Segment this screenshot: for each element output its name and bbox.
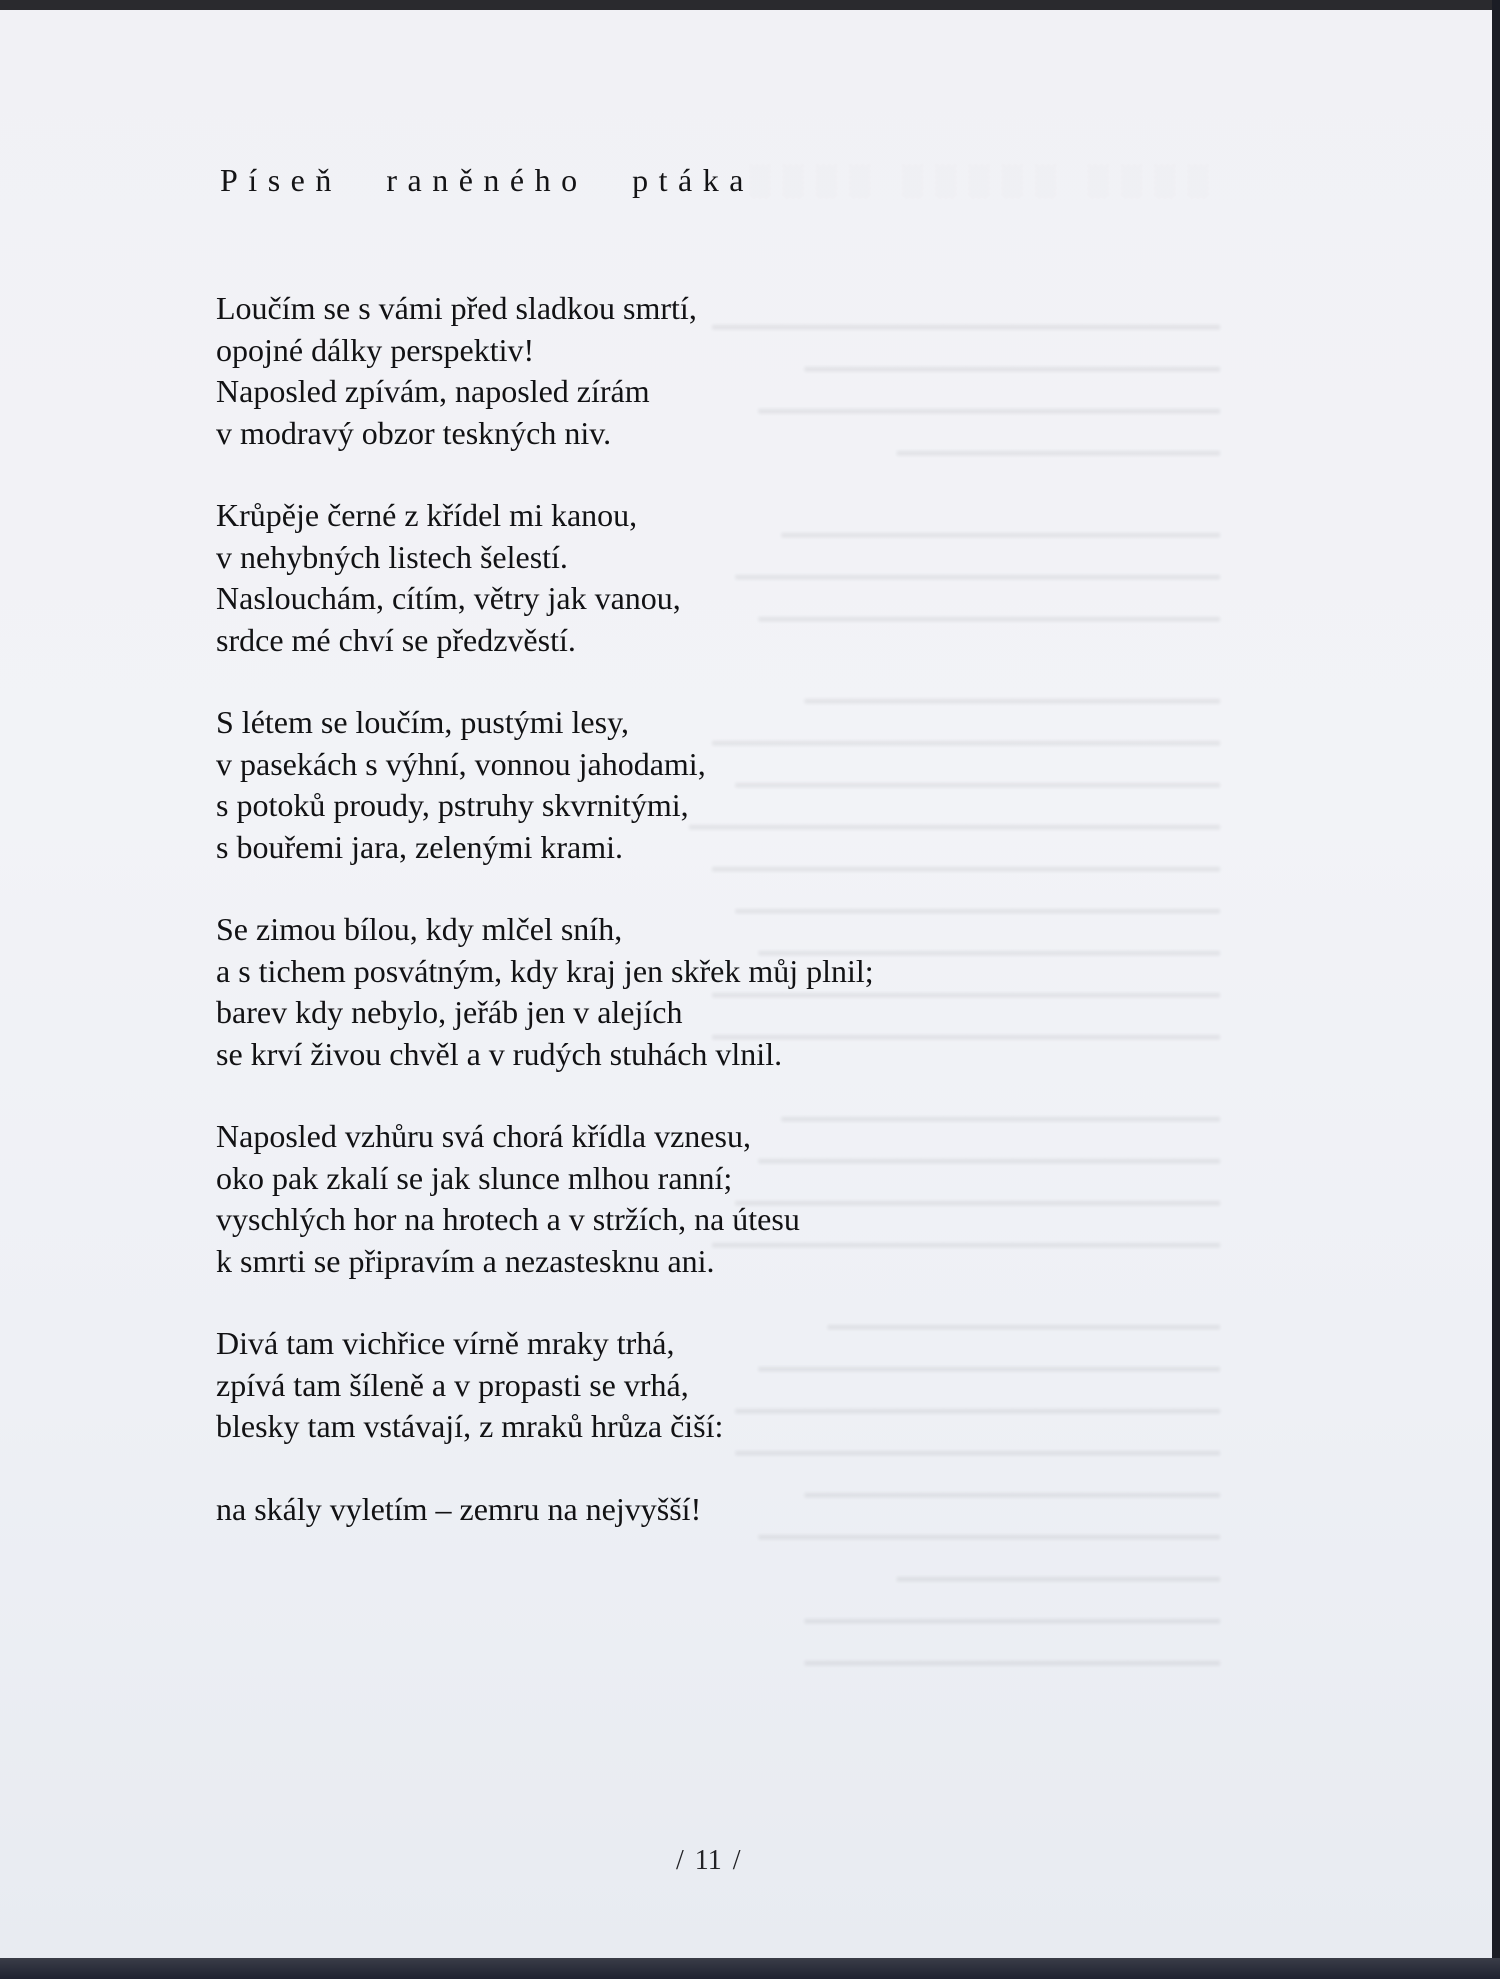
poem-line: Divá tam vichřice vírně mraky trhá, — [216, 1325, 675, 1361]
stanza-2 — [216, 495, 916, 661]
stanza-5 — [216, 1116, 916, 1282]
scan-edge-bottom — [0, 1958, 1500, 1979]
poem-line: blesky tam vstávají, z mraků hrůza čiší: — [216, 1408, 724, 1444]
bleed-title-shape: ░░░░ ░░░░░ ░░░░ — [748, 164, 1220, 197]
poem-line: Se zimou bílou, kdy mlčel sníh, — [216, 911, 623, 947]
poem-line: Naposled zpívám, naposled zírám — [216, 373, 650, 409]
poem-line: k smrti se připravím a nezastesknu ani. — [216, 1242, 715, 1279]
poem-title: Píseň raněného ptáka — [220, 162, 754, 198]
poem-line: s bouřemi jara, zelenými krami. — [216, 828, 623, 865]
page-number: / 11 / — [676, 1845, 741, 1876]
stanza-7 — [216, 1489, 916, 1531]
stanza-6 — [216, 1323, 916, 1448]
poem-line: vyschlých hor na hrotech a v stržích, na útesu — [216, 1201, 800, 1237]
poem-line: Loučím se s vámi před sladkou smrtí, — [216, 290, 697, 326]
stanza-3 — [216, 702, 916, 868]
poem-line: a s tichem posvátným, kdy kraj jen skřek můj plnil; — [216, 952, 874, 989]
poem-line: se krví živou chvěl a v rudých stuhách vlnil. — [216, 1035, 783, 1072]
scan-edge-right — [1492, 0, 1500, 1979]
poem-line: Krůpěje černé z křídel mi kanou, — [216, 497, 638, 533]
stanza-1 — [216, 288, 916, 454]
poem-line: opojné dálky perspektiv! — [216, 331, 535, 368]
poem-line: oko pak zkalí se jak slunce mlhou ranní; — [216, 1159, 733, 1196]
book-page — [0, 10, 1492, 1958]
scan-edge-top — [0, 0, 1500, 10]
poem-line: v pasekách s výhní, vonnou jahodami, — [216, 745, 706, 782]
poem-line: zpívá tam šíleně a v propasti se vrhá, — [216, 1366, 689, 1403]
show-through-from-facing-page: ░░░░ ░░░░░ ░░░░ ▁▁▁▁▁▁▁▁▁▁▁▁▁▁▁▁▁▁▁▁▁▁ ▁▁▁▁▁▁▁▁▁▁▁▁▁▁▁▁▁▁ ▁▁▁▁▁▁▁▁▁▁▁▁▁▁▁▁▁▁▁▁ ▁▁▁▁▁▁▁▁▁▁▁▁▁▁ ▁▁▁▁▁▁▁▁▁▁▁▁▁▁▁▁▁▁▁ ▁▁▁▁▁▁▁▁▁▁▁▁▁▁▁▁▁▁▁▁▁ ▁▁▁▁▁▁▁▁▁▁▁▁▁▁▁▁▁▁▁▁ ▁▁▁▁▁▁▁▁▁▁▁▁▁▁▁▁▁▁ ▁▁▁▁▁▁▁▁▁▁▁▁▁▁▁▁▁▁▁▁▁▁ ▁▁▁▁▁▁▁▁▁▁▁▁▁▁▁▁▁▁▁▁▁ ▁▁▁▁▁▁▁▁▁▁▁▁▁▁▁▁▁▁▁▁▁▁▁ ▁▁▁▁▁▁▁▁▁▁▁▁▁▁▁▁▁▁▁▁▁▁ ▁▁▁▁▁▁▁▁▁▁▁▁▁▁▁▁▁▁▁▁▁ ▁▁▁▁▁▁▁▁▁▁▁▁▁▁▁▁▁▁▁▁ ▁▁▁▁▁▁▁▁▁▁▁▁▁▁▁▁▁▁▁▁▁▁ ▁▁▁▁▁▁▁▁▁▁▁▁▁▁▁▁▁▁▁▁▁▁ ▁▁▁▁▁▁▁▁▁▁▁▁▁▁▁▁▁▁▁ ▁▁▁▁▁▁▁▁▁▁▁▁▁▁▁▁▁▁▁▁ ▁▁▁▁▁▁▁▁▁▁▁▁▁▁▁▁▁▁▁▁▁ ▁▁▁▁▁▁▁▁▁▁▁▁▁▁▁▁▁▁▁▁▁▁ ▁▁▁▁▁▁▁▁▁▁▁▁▁▁▁▁▁ ▁▁▁▁▁▁▁▁▁▁▁▁▁▁▁▁▁▁▁▁ ▁▁▁▁▁▁▁▁▁▁▁▁▁▁▁▁▁▁▁▁▁ ▁▁▁▁▁▁▁▁▁▁▁▁▁▁▁▁▁▁▁▁▁ ▁▁▁▁▁▁▁▁▁▁▁▁▁▁▁▁▁▁ ▁▁▁▁▁▁▁▁▁▁▁▁▁▁▁▁▁▁▁▁ ▁▁▁▁▁▁▁▁▁▁▁▁▁▁ ▁▁▁▁▁▁▁▁▁▁▁▁▁▁▁▁▁▁ ▁▁▁▁▁▁▁▁▁▁▁▁▁▁▁▁▁▁ — [620, 160, 1220, 1670]
poem-line: Naslouchám, cítím, větry jak vanou, — [216, 580, 681, 616]
poem-line: na skály vyletím – zemru na nejvyšší! — [216, 1490, 702, 1527]
poem-line: s potoků proudy, pstruhy skvrnitými, — [216, 787, 689, 823]
poem-line: v nehybných listech šelestí. — [216, 538, 568, 575]
poem-line: Naposled vzhůru svá chorá křídla vznesu, — [216, 1118, 751, 1154]
poem-line: srdce mé chví se předzvěstí. — [216, 621, 576, 658]
poem-line: v modravý obzor teskných niv. — [216, 414, 612, 451]
poem-body — [216, 288, 916, 1571]
stanza-4 — [216, 909, 916, 1075]
poem-line: S létem se loučím, pustými lesy, — [216, 704, 629, 740]
poem-line: barev kdy nebylo, jeřáb jen v alejích — [216, 994, 683, 1030]
